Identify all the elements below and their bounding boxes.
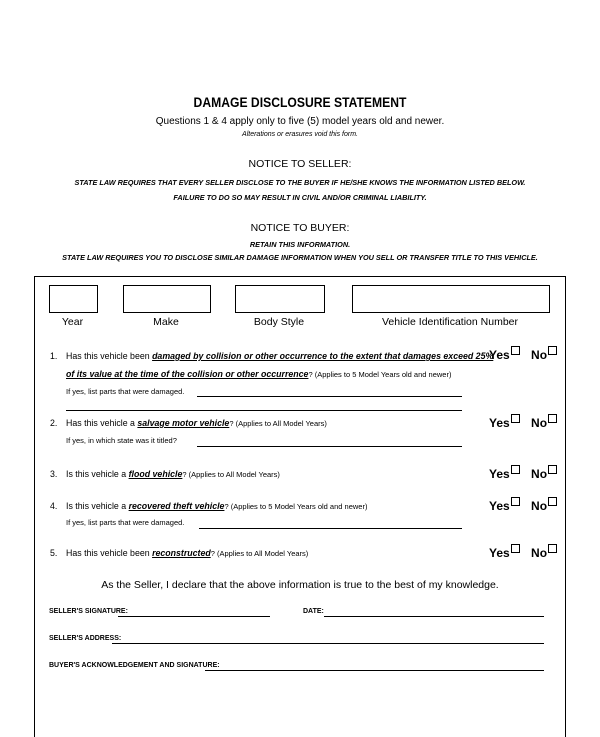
question-applies: ? (Applies to 5 Model Years old and newer)	[224, 502, 368, 511]
question-2-followup: If yes, in which state was it titled?	[66, 436, 177, 445]
titled-state-line[interactable]	[197, 446, 462, 447]
question-1	[50, 351, 493, 361]
parts-damaged-line-2[interactable]	[66, 410, 462, 411]
question-2	[50, 418, 327, 428]
question-number: 1.	[50, 351, 58, 361]
question-4	[50, 501, 367, 511]
question-emphasis: flood vehicle	[128, 469, 183, 479]
year-label: Year	[61, 316, 84, 328]
make-field[interactable]	[123, 285, 211, 313]
question-number: 5.	[50, 548, 58, 558]
buyer-signature-line[interactable]	[205, 670, 544, 671]
question-4-followup: If yes, list parts that were damaged.	[66, 518, 185, 527]
yes-label: Yes	[489, 467, 510, 481]
question-applies: ? (Applies to All Model Years)	[210, 549, 309, 558]
q3-answers	[489, 467, 557, 481]
no-checkbox[interactable]	[548, 414, 557, 423]
no-checkbox[interactable]	[548, 497, 557, 506]
question-applies: ? (Applies to 5 Model Years old and newer)	[308, 370, 452, 379]
question-1-followup: If yes, list parts that were damaged.	[66, 387, 185, 396]
yes-label: Yes	[489, 546, 510, 560]
seller-declaration: As the Seller, I declare that the above information is true to the best of my knowledge.	[101, 579, 499, 591]
yes-checkbox[interactable]	[511, 497, 520, 506]
seller-notice-line1: STATE LAW REQUIRES THAT EVERY SELLER DISCLOSE TO THE BUYER IF HE/SHE KNOWS THE INFORMATION LISTED BELOW.	[74, 178, 526, 187]
no-label: No	[531, 467, 548, 481]
date-label: DATE:	[303, 608, 324, 615]
seller-address-label: SELLER'S ADDRESS:	[49, 635, 122, 642]
question-text: Is this vehicle a	[66, 501, 129, 511]
question-number: 4.	[50, 501, 58, 511]
no-checkbox[interactable]	[548, 346, 557, 355]
body-style-label: Body Style	[253, 316, 305, 328]
body-style-field[interactable]	[235, 285, 325, 313]
question-emphasis: of its value at the time of the collision or other occurrence	[66, 369, 309, 379]
seller-notice-line2: FAILURE TO DO SO MAY RESULT IN CIVIL AND/OR CRIMINAL LIABILITY.	[173, 193, 427, 202]
form-title: DAMAGE DISCLOSURE STATEMENT	[193, 95, 407, 110]
date-line[interactable]	[324, 616, 544, 617]
question-emphasis: recovered theft vehicle	[128, 501, 225, 511]
theft-parts-line[interactable]	[199, 528, 462, 529]
year-field[interactable]	[49, 285, 98, 313]
yes-checkbox[interactable]	[511, 414, 520, 423]
q1-answers	[489, 348, 557, 362]
no-label: No	[531, 499, 548, 513]
parts-damaged-line[interactable]	[197, 396, 462, 397]
question-5	[50, 548, 308, 558]
question-text: Is this vehicle a	[66, 469, 129, 479]
seller-notice-heading: NOTICE TO SELLER:	[248, 158, 352, 170]
yes-checkbox[interactable]	[511, 465, 520, 474]
question-text: Has this vehicle a	[66, 418, 138, 428]
question-3	[50, 469, 280, 479]
buyer-notice-line2: STATE LAW REQUIRES YOU TO DISCLOSE SIMILAR DAMAGE INFORMATION WHEN YOU SELL OR TRANSFER TITLE TO THIS VEHICLE.	[62, 253, 538, 262]
question-1-line2	[66, 369, 451, 379]
question-applies: ? (Applies to All Model Years)	[182, 470, 280, 479]
form-subtitle: Questions 1 & 4 apply only to five (5) model years old and newer.	[155, 116, 445, 127]
q4-answers	[489, 499, 557, 513]
yes-label: Yes	[489, 499, 510, 513]
no-label: No	[531, 348, 548, 362]
question-emphasis: reconstructed	[152, 548, 211, 558]
seller-signature-line[interactable]	[118, 616, 270, 617]
question-number: 2.	[50, 418, 58, 428]
question-number: 3.	[50, 469, 58, 479]
question-text: Has this vehicle been	[66, 351, 153, 361]
no-checkbox[interactable]	[548, 465, 557, 474]
buyer-ack-label: BUYER'S ACKNOWLEDGEMENT AND SIGNATURE:	[49, 662, 220, 669]
no-label: No	[531, 546, 548, 560]
buyer-notice-heading: NOTICE TO BUYER:	[250, 222, 350, 234]
yes-checkbox[interactable]	[511, 544, 520, 553]
make-label: Make	[153, 316, 179, 328]
alterations-note: Alterations or erasures void this form.	[242, 131, 358, 138]
seller-signature-label: SELLER'S SIGNATURE:	[49, 608, 128, 615]
seller-address-line[interactable]	[112, 643, 544, 644]
q2-answers	[489, 416, 557, 430]
yes-label: Yes	[489, 348, 510, 362]
question-text: Has this vehicle been	[66, 548, 153, 558]
question-applies: ? (Applies to All Model Years)	[229, 419, 327, 428]
question-emphasis: damaged by collision or other occurrence to the extent that damages exceed 25%	[152, 351, 494, 361]
question-emphasis: salvage motor vehicle	[137, 418, 230, 428]
no-checkbox[interactable]	[548, 544, 557, 553]
vin-label: Vehicle Identification Number	[382, 316, 518, 328]
no-label: No	[531, 416, 548, 430]
yes-checkbox[interactable]	[511, 346, 520, 355]
buyer-notice-line1: RETAIN THIS INFORMATION.	[249, 240, 351, 249]
vin-field[interactable]	[352, 285, 550, 313]
q5-answers	[489, 546, 557, 560]
yes-label: Yes	[489, 416, 510, 430]
